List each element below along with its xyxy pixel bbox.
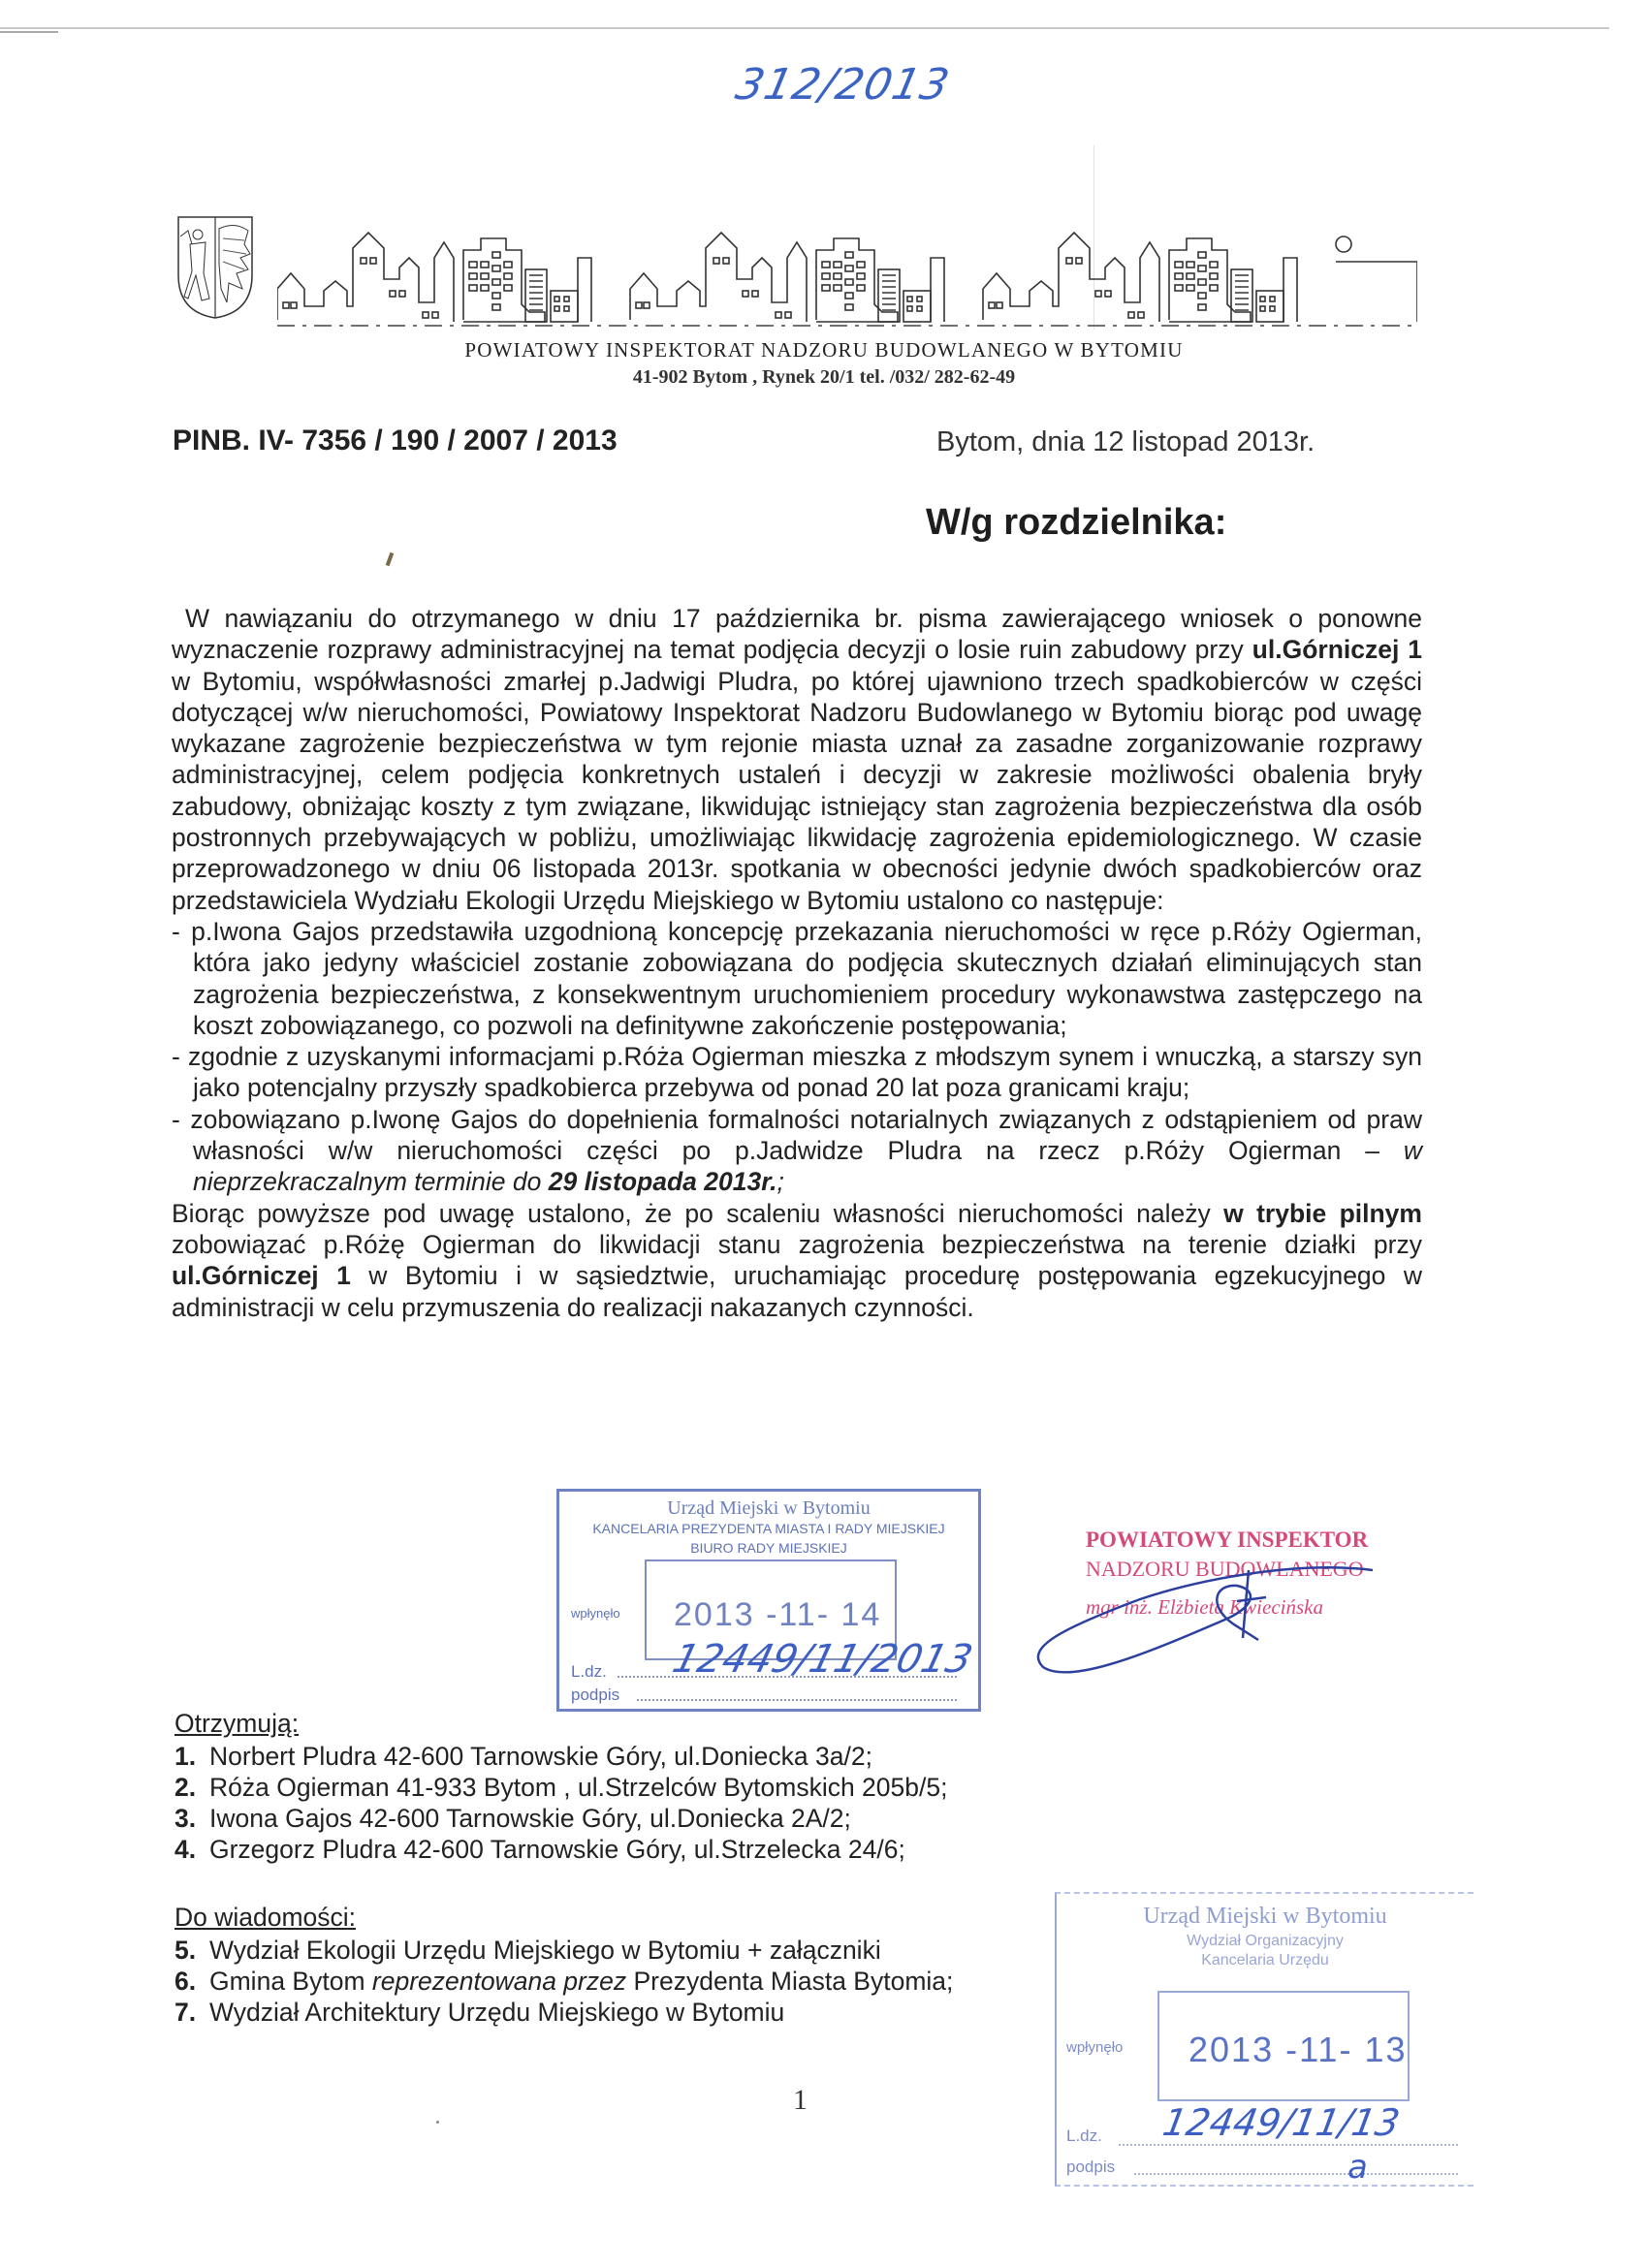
cc-text: Wydział Architektury Urzędu Miejskiego w Bytomiu	[209, 1998, 785, 2027]
ldz-label: L.dz.	[571, 1662, 607, 1681]
stamp-bureau: Kancelaria Urzędu	[1201, 1952, 1329, 1969]
item-number: 5.	[174, 1936, 197, 1965]
finding-3	[172, 1104, 1422, 1198]
addressee-heading: W/g rozdzielnika:	[926, 502, 1227, 543]
signature-line	[637, 1699, 957, 1701]
address-highlight: ul.Górniczej 1	[1252, 635, 1423, 665]
finding-1: - p.Iwona Gajos przedstawiła uzgodnioną koncepcję przekazania nieruchomości w ręce p.Róży Ogierman, która jako jedyny właściciel zostanie zobowiązana do podjęcia skutecznych działań eliminujących stan zagrożenia bezpieczeństwa, z konsekwentnym uruchomieniem procedury wykonawstwa zastępczego na koszt zobowiązanego, co pozwoli na definitywne zakończenie postępowania;	[172, 916, 1422, 1040]
inspector-title: POWIATOWY INSPEKTOR	[1086, 1528, 1369, 1552]
conclusion-text-2: zobowiązać p.Różę Ogierman do likwidacji stanu zagrożenia bezpieczeństwa na terenie działki przy	[172, 1229, 1422, 1259]
cc-list	[174, 1903, 953, 2028]
organizational-received-stamp	[1055, 1892, 1474, 2187]
inspector-office: NADZORU BUDOWLANEGO	[1086, 1557, 1364, 1581]
cc-text: Wydział Ekologii Urzędu Miejskiego w Bytomiu + załączniki	[209, 1936, 881, 1965]
conclusion-paragraph	[172, 1198, 1422, 1323]
scan-edge-line	[0, 27, 1609, 29]
letter-date: Bytom, dnia 12 listopad 2013r.	[936, 426, 1315, 457]
ldz-line	[1119, 2144, 1458, 2146]
address-highlight-2: ul.Górniczej 1	[172, 1261, 351, 1291]
ldz-handwritten-number: 12449/11/13	[1159, 2101, 1404, 2144]
received-label: wpłynęło	[571, 1606, 620, 1621]
intro-paragraph	[172, 603, 1422, 916]
city-skyline-icon	[277, 223, 1417, 331]
letter-body	[172, 603, 1422, 1323]
conclusion-text-1: Biorąc powyższe pod uwagę ustalono, że po scaleniu własności nieruchomości należy	[172, 1198, 1224, 1228]
reference-number: PINB. IV- 7356 / 190 / 2007 / 2013	[173, 425, 618, 457]
handwritten-case-number: 312/2013	[731, 60, 955, 110]
stamp-office: Urząd Miejski w Bytomiu	[667, 1497, 871, 1519]
cc-text: Gmina Bytom	[209, 1967, 372, 1996]
recipient-item	[174, 1834, 947, 1865]
received-date: 2013 -11- 13	[1188, 2030, 1408, 2069]
recipients-header: Otrzymują:	[174, 1709, 300, 1738]
recipient-text: Grzegorz Pludra 42-600 Tarnowskie Góry, ul.Strzelecka 24/6;	[209, 1835, 905, 1864]
office-address: 41-902 Bytom , Rynek 20/1 tel. /032/ 282-62-49	[632, 366, 1016, 388]
cc-item	[174, 1935, 953, 1966]
deadline-date: 29 listopada 2013r.	[548, 1167, 777, 1197]
item-number: 2.	[174, 1773, 197, 1802]
intro-text-2: w Bytomiu, współwłasności zmarłej p.Jadwigi Pludra, po której ujawniono trzech spadkobierców w części dotyczącej w/w nieruchomości, Powiatowy Inspektorat Nadzoru Budowlanego w Bytomiu biorąc pod uwagę wykazane zagrożenie bezpieczeństwa w tym rejonie miasta uznał za zasadne zorganizowanie rozprawy administracyjnej, celem podjęcia konkretnych ustaleń i decyzji w zakresie możliwości obalenia bryły zabudowy, obniżając koszty z tym związane, likwidując istniejący stan zagrożenia bezpieczeństwa dla osób postronnych przebywających w pobliżu, umożliwiając likwidację zagrożenia epidemiologicznego. W czasie przeprowadzonego w dniu 06 listopada 2013r. spotkania w obecności jedynie dwóch spadkobierców oraz przedstawiciela Wydziału Ekologii Urzędu Miejskiego w Bytomiu ustalono co następuje:	[172, 666, 1422, 915]
recipient-text: Norbert Pludra 42-600 Tarnowskie Góry, ul.Doniecka 3a/2;	[209, 1742, 872, 1771]
chancellery-received-stamp	[556, 1489, 981, 1712]
scan-edge-mark	[0, 31, 58, 33]
recipient-text: Iwona Gajos 42-600 Tarnowskie Góry, ul.Doniecka 2A/2;	[209, 1804, 851, 1833]
item-number: 1.	[174, 1742, 197, 1771]
inspector-name: mgr inż. Elżbieta Kwiecińska	[1086, 1595, 1323, 1619]
deadline-phrase: w nieprzekraczalnym terminie do	[193, 1136, 1422, 1197]
stamp-bureau: BIURO RADY MIEJSKIEJ	[690, 1540, 847, 1556]
item-number: 6.	[174, 1967, 197, 1996]
stamp-department: KANCELARIA PREZYDENTA MIASTA I RADY MIEJSKIEJ	[592, 1521, 945, 1536]
cc-italic-text: reprezentowana przez	[371, 1967, 627, 1996]
item-number: 4.	[174, 1835, 197, 1864]
signature-line	[1134, 2173, 1458, 2175]
cc-header: Do wiadomości:	[174, 1903, 357, 1932]
finding-3-text: - zobowiązano p.Iwonę Gajos do dopełnienia formalności notarialnych związanych z odstąpieniem od praw własności w/w nieruchomości części po p.Jadwidze Pludra na rzecz p.Róży Ogierman –	[172, 1104, 1422, 1166]
handwritten-initial: a	[1347, 2148, 1368, 2187]
ldz-handwritten-number: 12449/11/2013	[668, 1637, 977, 1682]
recipient-text: Róża Ogierman 41-933 Bytom , ul.Strzelców Bytomskich 205b/5;	[209, 1773, 948, 1802]
received-date: 2013 -11- 14	[674, 1596, 882, 1633]
recipient-item	[174, 1741, 947, 1772]
item-number: 3.	[174, 1804, 197, 1833]
recipient-item	[174, 1803, 947, 1834]
ldz-label: L.dz.	[1066, 2126, 1102, 2145]
handwritten-signature-icon	[1004, 1541, 1411, 1686]
item-number: 7.	[174, 1998, 197, 2027]
stamp-department: Wydział Organizacyjny	[1187, 1933, 1344, 1949]
stamp-office: Urząd Miejski w Bytomiu	[1143, 1904, 1387, 1929]
cc-item	[174, 1966, 953, 1997]
page-number: 1	[793, 2084, 808, 2116]
finding-3-end: ;	[776, 1167, 784, 1197]
office-name: POWIATOWY INSPEKTORAT NADZORU BUDOWLANEGO W BYTOMIU	[464, 338, 1184, 362]
signature-label: podpis	[1066, 2158, 1116, 2176]
finding-2: - zgodnie z uzyskanymi informacjami p.Róża Ogierman mieszka z młodszym synem i wnuczką, a starszy syn jako potencjalny przyszły spadkobierca przebywa od ponad 20 lat poza granicami kraju;	[172, 1042, 1422, 1103]
cc-item	[174, 1997, 953, 2028]
scan-speck	[436, 2121, 439, 2124]
conclusion-text-3: w Bytomiu i w sąsiedztwie, uruchamiając procedurę postępowania egzekucyjnego w administracji w celu przymuszenia do realizacji nakazanych czynności.	[172, 1261, 1422, 1322]
recipient-item	[174, 1772, 947, 1803]
recipients-list	[174, 1709, 947, 1865]
received-label: wpłynęło	[1066, 2039, 1124, 2056]
coat-of-arms-icon	[176, 215, 254, 320]
urgency-highlight: w trybie pilnym	[1223, 1198, 1422, 1228]
intro-text-1: W nawiązaniu do otrzymanego w dniu 17 października br. pisma zawierającego wniosek o ponowne wyznaczenie rozprawy administracyjnej na temat podjęcia decyzji o losie ruin zabudowy przy	[172, 604, 1422, 665]
cc-text-rest: Prezydenta Miasta Bytomia;	[626, 1967, 954, 1996]
signature-label: podpis	[571, 1685, 620, 1704]
scan-speck	[386, 552, 395, 567]
